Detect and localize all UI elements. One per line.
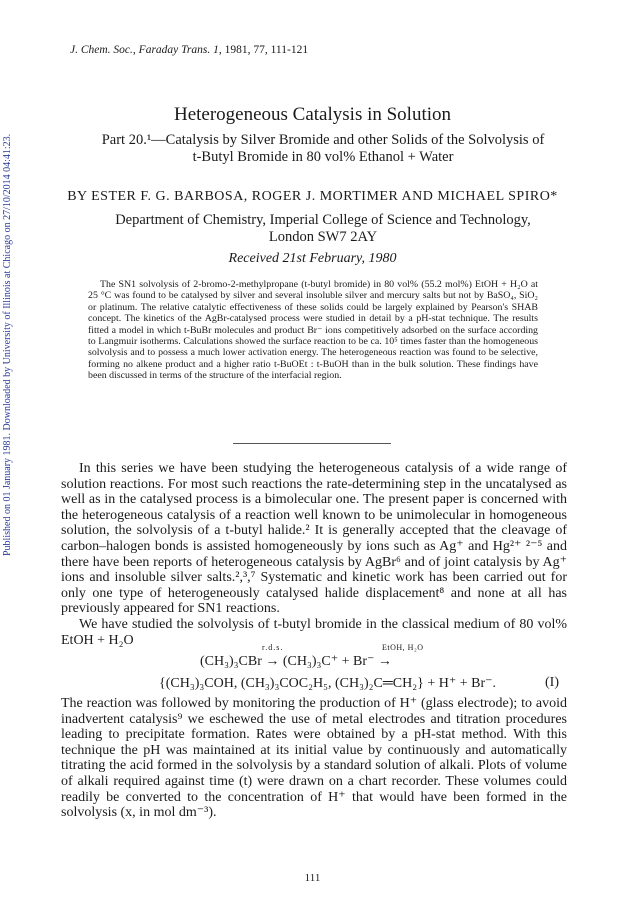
journal-year: , 1981, [218,44,254,56]
journal-pages: , 111-121 [264,44,309,56]
page-number: 111 [304,872,321,884]
eq-rds-label: r.d.s. [262,643,284,652]
abstract-text: The SN1 solvolysis of 2-bromo-2-methylpropane (t-butyl bromide) in 80 vol% (55.2 mol%) EtOH + H₂O at 25 °C was found to be catalysed by silver and several insoluble silver and mercury salts but not by BaSO₄, SiO₂ or platinum. The relative catalytic effectiveness of these solids could be largely explained by Pearson's SHAB concept. The kinetics of the AgBr-catalysed process were studied in detail by a pH-stat technique. The results fitted a model in which t-BuBr molecules and product Br⁻ ions competitively adsorbed on the surface according to Langmuir isotherms. Calculations showed the surface reaction to be ca. 10⁵ times faster than the homogeneous solvolysis and to possess a much lower activation energy. The heterogeneous reaction was found to be selective, forming no alkene product and a higher ratio t-BuOEt : t-BuOH than in the bulk solution. These findings have been discussed in terms of the structure of the interfacial region. [88,279,538,382]
journal-citation [70,44,308,56]
subtitle-line-2: t-Butyl Bromide in 80 vol% Ethanol + Water [192,149,454,165]
download-notice: Published on 01 January 1981. Downloaded by University of Illinois at Chicago on 27/10/2014 04:41:23. [2,133,13,557]
affiliation-line-1: Department of Chemistry, Imperial College of Science and Technology, [115,212,531,228]
journal-volume: 77 [253,44,265,56]
paper-subtitle [88,132,558,166]
eq-solvent-label: EtOH, H₂O [382,643,424,652]
equation-number: (I) [545,675,559,690]
journal-name: J. Chem. Soc., Faraday Trans. 1 [70,44,219,56]
equation-line-1: (CH₃)₃CBr → (CH₃)₃C⁺ + Br⁻ → [200,654,392,669]
author-list: BY ESTER F. G. BARBOSA, ROGER J. MORTIMER AND MICHAEL SPIRO* [67,189,558,204]
body-text-top [61,461,567,648]
affiliation [88,212,558,246]
received-date: Received 21st February, 1980 [228,251,397,266]
section-divider [233,443,391,444]
abstract [88,279,538,382]
subtitle-line-1: Part 20.¹—Catalysis by Silver Bromide and other Solids of the Solvolysis of [101,132,545,148]
affiliation-line-2: London SW7 2AY [268,229,378,245]
equation-line-2: {(CH₃)₃COH, (CH₃)₃COC₂H₅, (CH₃)₂C═CH₂} + H⁺ + Br⁻. [159,676,497,691]
paragraph-solvolysis: We have studied the solvolysis of t-butyl bromide in the classical medium of 80 vol% EtOH + H₂O [61,616,567,648]
paragraph-intro: In this series we have been studying the heterogeneous catalysis of a wide range of solution reactions. For most such reactions the rate-determining step in the uncatalysed as well as in the catalysed process is a bimolecular one. The present paper is concerned with the heterogeneous catalysis of a reaction well known to be unimolecular in homogeneous solution, the solvolysis of a t-butyl halide.² It is generally accepted that the cleavage of carbon–halogen bonds is assisted homogeneously by ions such as Ag⁺ and Hg²⁺ ²⁻⁵ and there have been reports of heterogeneous catalysis by AgBr⁶ and of joint catalysis by Ag⁺ ions and insoluble silver salts.²,³,⁷ Systematic and kinetic work has been carried out for only one type of heterogeneously catalysed halide displacement⁸ and none at all has previously appeared for SN1 reactions. [61,461,567,617]
paragraph-method: The reaction was followed by monitoring the production of H⁺ (glass electrode); to avoid inadvertent catalysis⁹ we eschewed the use of metal electrodes and titration procedures leading to precipitate formation. Rates were obtained by a pH-stat method. With this technique the pH was maintained at its initial value by continuously and automatically titrating the acid formed in the solvolysis by a standard solution of alkali. Plots of volume of alkali required against time (t) were drawn on a chart recorder. These volumes could readily be converted to the concentration of H⁺ that would have been formed in the solvolysis (x, in mol dm⁻³). [61,696,567,821]
body-text-bottom [61,696,567,821]
paper-title: Heterogeneous Catalysis in Solution [173,104,452,125]
